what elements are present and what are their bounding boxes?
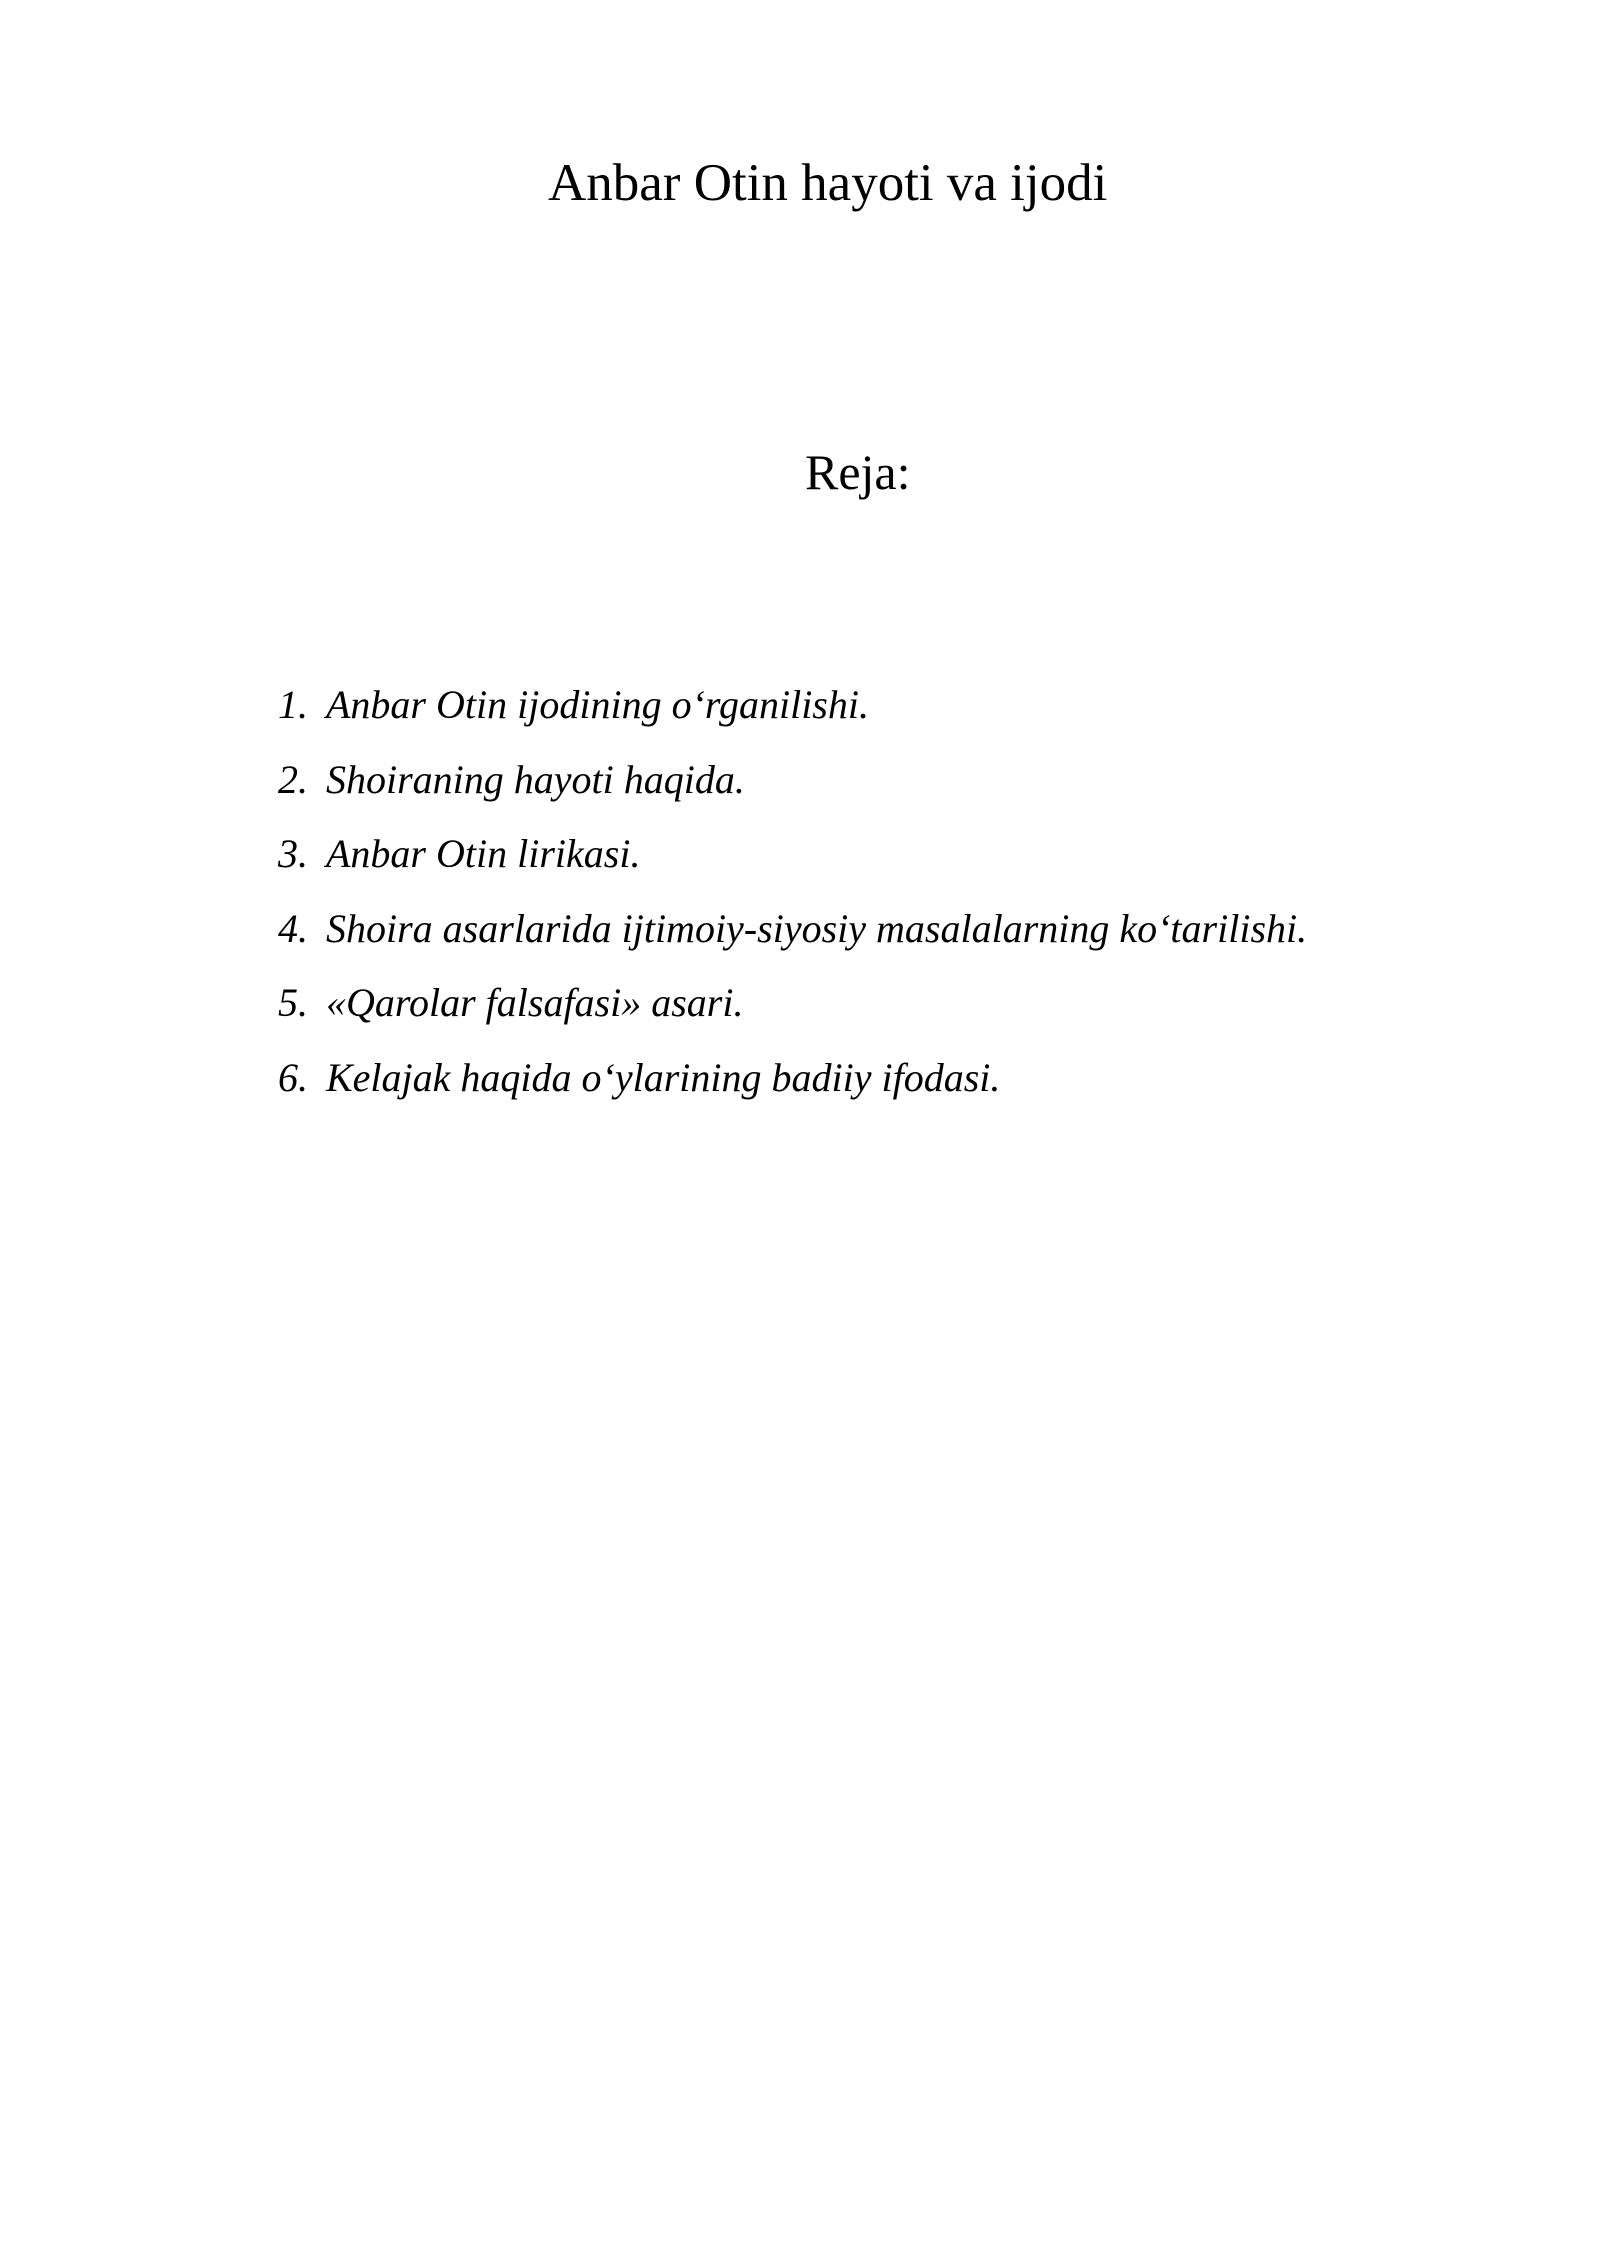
list-item-number: 1. <box>278 682 308 727</box>
page-title: Anbar Otin hayoti va ijodi <box>548 154 1108 212</box>
list-item <box>278 817 1528 892</box>
list-item-number: 2. <box>278 756 308 802</box>
title-block <box>0 150 1600 220</box>
list-item <box>278 743 1528 818</box>
list-item-number: 5. <box>278 980 308 1025</box>
list-item-number: 3. <box>278 831 308 876</box>
plan-list <box>278 668 1528 1115</box>
list-item <box>278 892 1528 967</box>
list-item <box>278 1041 1528 1116</box>
list-item-text: «Qarolar falsafasi» asari. <box>326 980 744 1025</box>
list-item-number: 6. <box>278 1054 308 1100</box>
plan-heading: Reja: <box>805 444 911 500</box>
list-item-text: Anbar Otin ijodining o‘rganilishi. <box>326 682 869 727</box>
list-item <box>278 966 1528 1041</box>
list-item <box>278 668 1528 743</box>
list-item-text: Anbar Otin lirikasi. <box>326 831 641 876</box>
list-item-number: 4. <box>278 905 308 951</box>
list-item-text: Shoira asarlarida ijtimoiy-siyosiy masalalarning ko‘tarilishi. <box>326 905 1308 951</box>
list-item-text: Shoiraning hayoti haqida. <box>326 756 745 802</box>
list-item-text: Kelajak haqida o‘ylarining badiiy ifodasi. <box>326 1054 1001 1100</box>
